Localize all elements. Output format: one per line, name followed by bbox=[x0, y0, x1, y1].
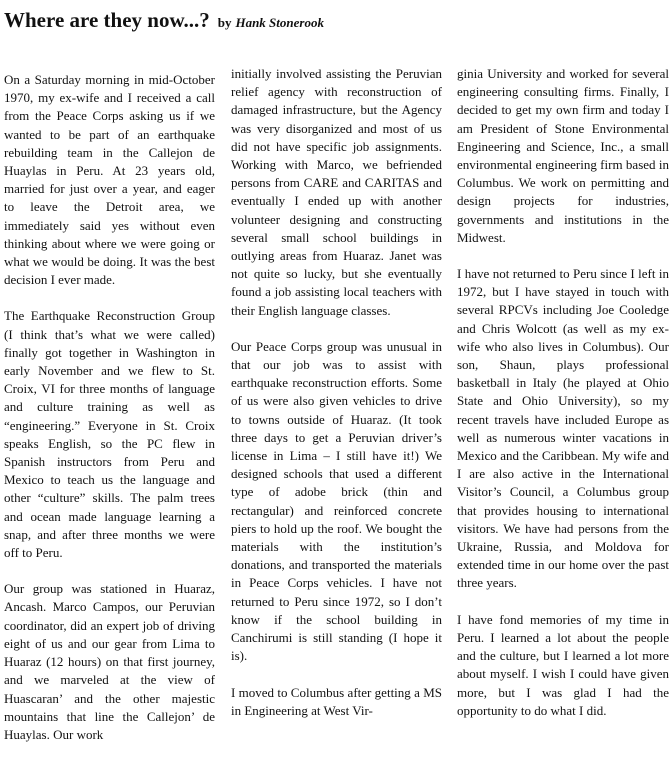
text-column-2 bbox=[231, 65, 442, 738]
paragraph: On a Saturday morning in mid-October 1970, my ex-wife and I received a call from the Peace Corps asking us if we wanted to be part of an earthquake rebuilding team in the Callejon de Huaylas in Peru. At 23 years old, married for just over a year, and eager to leave the Detroit area, we immediately said yes without even thinking about where we were going or what we would be doing. It was the best decision I ever made. bbox=[4, 72, 215, 288]
headline bbox=[4, 8, 324, 33]
paragraph: I moved to Columbus after getting a MS in Engineering at West Vir- bbox=[231, 684, 442, 718]
paragraph: Our group was stationed in Huaraz, Ancash. Marco Campos, our Peruvian coordinator, did an expert job of driving eight of us and our gear from Lima to Huaraz (12 hours) on that first journey, and we marveled at the view of Huascaran’ and the other majestic mountains that line the Callejon’ de Huaylas. Our work bbox=[4, 581, 215, 742]
text-column-1 bbox=[4, 71, 215, 762]
paragraph: I have fond memories of my time in Peru. I learned a lot about the people and the culture, but I learned a lot more about myself. I wish I could have given more, but I was glad I had the opportunity to do what I did. bbox=[457, 611, 669, 718]
paragraph: Our Peace Corps group was unusual in that our job was to assist with earthquake reconstruction efforts. Some of us were also given vehicles to drive to towns outside of Huaraz. (It took three days to get a Peruvian driver’s license in Lima – I still have it!) We designed schools that used a different type of adobe brick (thin and rectangular) and reinforced concrete piers to hold up the roof. We bought the materials with the institution’s donations, and transported the materials in Peace Corps vehicles. I have not returned to Peru since 1972, so I don’t know if the school building in Canchirumi is still standing (I hope it is). bbox=[231, 338, 442, 664]
paragraph: ginia University and worked for several engineering consulting firms. Finally, I decided to get my own firm and today I am President of Stone Environmental Engineering and Science, Inc., a small environmental engineering firm based in Columbus. We work on permitting and design projects for industries, governments and institutions in the Midwest. bbox=[457, 66, 669, 245]
article-title: Where are they now...? bbox=[4, 8, 210, 32]
paragraph: The Earthquake Reconstruction Group (I think that’s what we were called) finally got together in Washington in early November and we flew to St. Croix, VI for three months of language and culture training as well as “engineering.” Everyone in St. Croix speaks English, so the PC flew in Spanish instructors from Peru and Mexico to teach us the language and other “culture” skills. The palm trees and ocean made language learning a snap, and after three months we were off to Peru. bbox=[4, 308, 215, 561]
paragraph: initially involved assisting the Peruvian relief agency with reconstruction of damaged infrastructure, but the Agency was very disorganized and most of us did not have specific job assignments. Working with Marco, we befriended persons from CARE and CARITAS and eventually I ended up with another volunteer designing and constructing several small school buildings in outlying areas from Huaraz. Janet was not quite so lucky, but she eventually found a job assisting local teachers with their English language classes. bbox=[231, 66, 442, 318]
author-name: Hank Stonerook bbox=[235, 15, 324, 30]
byline-prefix: by bbox=[217, 15, 232, 30]
text-column-3 bbox=[457, 65, 669, 738]
paragraph: I have not returned to Peru since I left in 1972, but I have stayed in touch with several RPCVs including Joe Cooledge and Chris Wolcott (as well as my ex-wife who also lives in Columbus). Our son, Shaun, plays professional basketball in Italy (he played at Ohio State and Ohio University), so my recent travels have included Europe as well as numerous winter vacations in Mexico and the Caribbean. My wife and I are also active in the International Visitor’s Council, a Columbus group that provides housing to international visitors. We have had persons from the Ukraine, Russia, and Moldova for extended time in our home over the past three years. bbox=[457, 266, 669, 591]
